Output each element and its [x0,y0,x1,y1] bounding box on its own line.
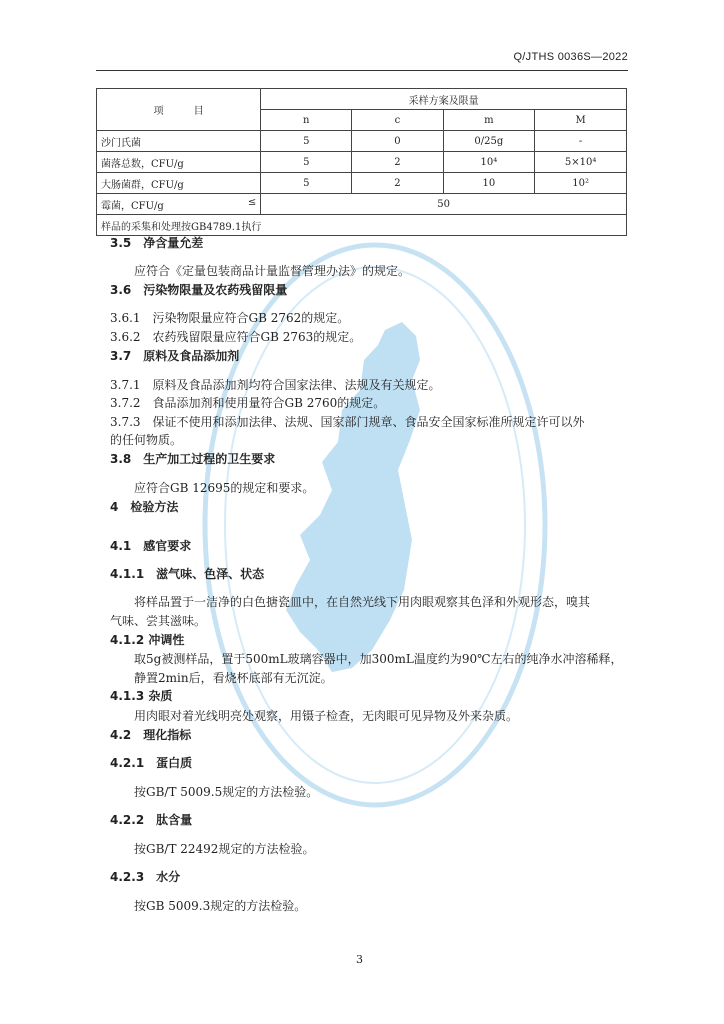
heading-3-8: 3.8 生产加工过程的卫生要求 [110,452,276,466]
row-n: 5 [261,173,352,194]
table-header-row [97,89,627,110]
heading-4: 4 检验方法 [110,500,179,514]
heading-3-6: 3.6 污染物限量及农药残留限量 [110,283,288,297]
heading-3-7: 3.7 原料及食品添加剂 [110,349,240,363]
table-row [97,131,627,152]
table-header-item: 项 目 [97,89,261,131]
table-header-plan: 采样方案及限量 [261,89,627,110]
page-number: 3 [356,953,363,966]
row-name: 沙门氏菌 [97,131,261,152]
table-header-n: n [261,110,352,131]
heading-3-5: 3.5 净含量允差 [110,236,204,250]
heading-4-1-3: 4.1.3 杂质 [110,689,173,703]
para-4-1-3: 用肉眼对着光线明亮处观察，用镊子检查，无肉眼可见异物及外来杂质。 [134,709,519,723]
row-m: 10⁴ [443,152,535,173]
row-m: 0/25g [443,131,535,152]
heading-4-1: 4.1 感官要求 [110,539,192,553]
row-name: 大肠菌群，CFU/g [97,173,261,194]
para-4-1-2-line2: 静置2min后，看烧杯底部有无沉淀。 [134,671,333,685]
table-note-row [97,215,627,236]
mold-name: 霉菌，CFU/g [101,200,164,212]
mold-name-cell [97,194,261,215]
para-3-7-3-line2: 的任何物质。 [110,433,183,447]
heading-4-1-1: 4.1.1 滋气味、色泽、状态 [110,567,265,581]
row-name: 菌落总数，CFU/g [97,152,261,173]
mold-value: 50 [261,194,627,215]
para-4-1-1-line2: 气味、尝其滋味。 [110,614,207,628]
para-3-6-2: 3.6.2 农药残留限量应符合GB 2763的规定。 [110,330,362,344]
row-n: 5 [261,131,352,152]
para-4-1-1-line1: 将样品置于一洁净的白色搪瓷皿中，在自然光线下用肉眼观察其色泽和外观形态，嗅其 [134,595,591,609]
standard-code: Q/JTHS 0036S—2022 [513,51,628,63]
para-4-2-3: 按GB 5009.3规定的方法检验。 [134,899,307,913]
para-3-6-1: 3.6.1 污染物限量应符合GB 2762的规定。 [110,311,350,325]
table-header-M: M [535,110,627,131]
para-3-7-2: 3.7.2 食品添加剂和使用量符合GB 2760的规定。 [110,396,386,410]
para-3-8: 应符合GB 12695的规定和要求。 [134,481,315,495]
mold-operator: ≤ [247,196,257,208]
heading-4-2-2: 4.2.2 肽含量 [110,813,193,827]
para-4-1-2-line1: 取5g被测样品，置于500mL玻璃容器中，加300mL温度约为90℃左右的纯净水冲溶稀释， [134,652,623,666]
row-M: 10² [535,173,627,194]
table-row [97,173,627,194]
row-c: 2 [352,152,443,173]
heading-4-2: 4.2 理化指标 [110,728,192,742]
microbial-limits-table [96,88,627,236]
row-c: 0 [352,131,443,152]
para-4-2-1: 按GB/T 5009.5规定的方法检验。 [134,785,319,799]
table-header-c: c [352,110,443,131]
table-row [97,152,627,173]
para-3-7-3-line1: 3.7.3 保证不使用和添加法律、法规、国家部门规章、食品安全国家标准所规定许可以外 [110,415,585,429]
row-M: 5×10⁴ [535,152,627,173]
row-m: 10 [443,173,535,194]
heading-4-1-2: 4.1.2 冲调性 [110,633,185,647]
para-3-5: 应符合《定量包装商品计量监督管理办法》的规定。 [134,264,411,278]
row-M: - [535,131,627,152]
province-map-shape [286,322,420,672]
para-3-7-1: 3.7.1 原料及食品添加剂均符合国家法律、法规及有关规定。 [110,378,441,392]
heading-4-2-3: 4.2.3 水分 [110,870,181,884]
table-note: 样品的采集和处理按GB4789.1执行 [97,215,627,236]
row-n: 5 [261,152,352,173]
table-header-m: m [443,110,535,131]
table-row-mold [97,194,627,215]
heading-4-2-1: 4.2.1 蛋白质 [110,756,193,770]
para-4-2-2: 按GB/T 22492规定的方法检验。 [134,842,315,856]
header-rule [96,70,628,71]
row-c: 2 [352,173,443,194]
